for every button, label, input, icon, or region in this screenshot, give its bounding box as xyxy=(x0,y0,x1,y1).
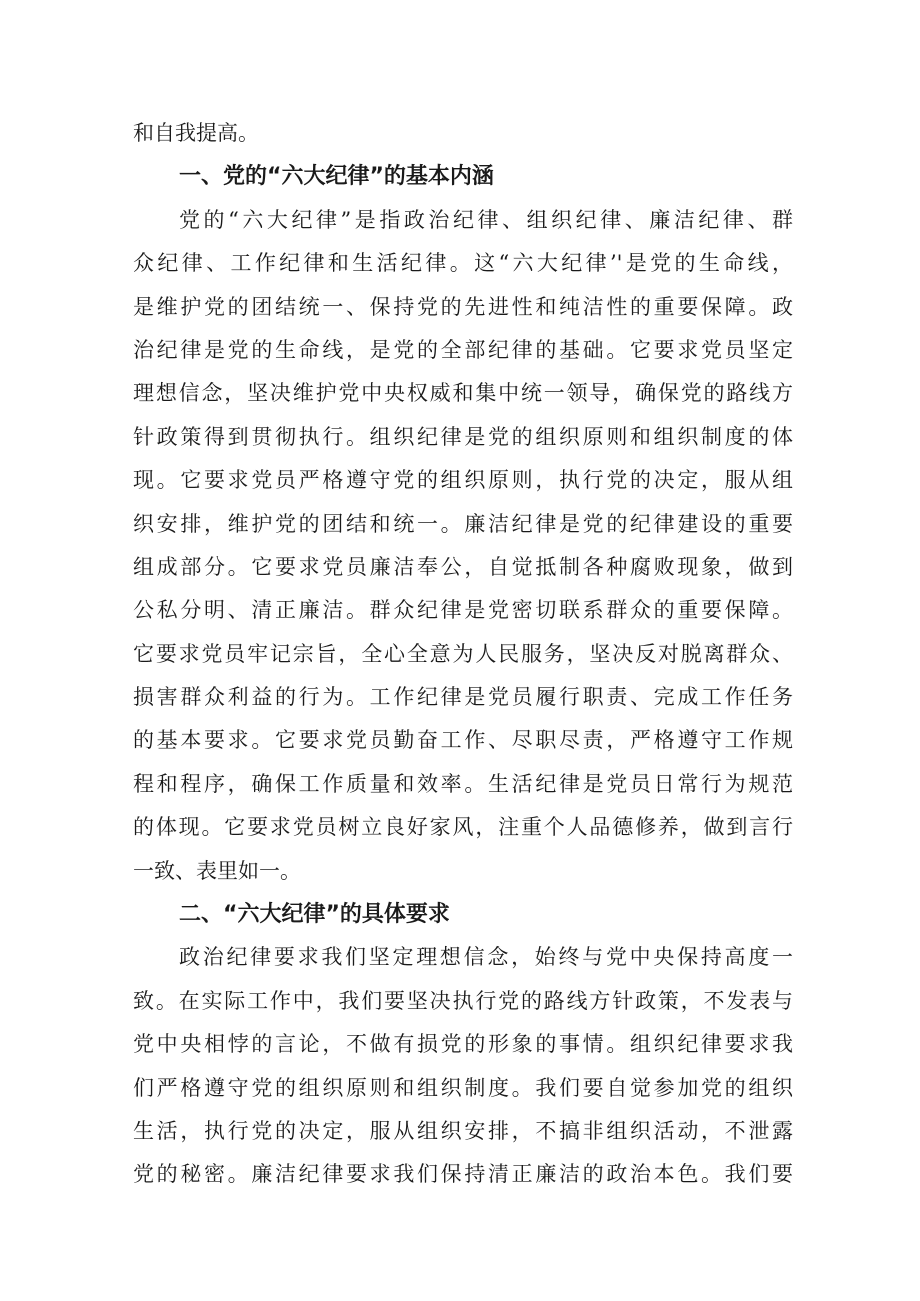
paragraph-line: 治纪律是党的生命线，是党的全部纪律的基础。它要求党员坚定 xyxy=(133,337,793,362)
section-heading-2: 二、“六大纪律”的具体要求 xyxy=(179,902,450,928)
paragraph-line: 损害群众利益的行为。工作纪律是党员履行职责、完成工作任务 xyxy=(133,685,793,710)
paragraph-line: 党中央相悖的言论，不做有损党的形象的事情。组织纪律要求我 xyxy=(133,1032,793,1057)
paragraph-line: 现。它要求党员严格遵守党的组织原则，执行党的决定，服从组 xyxy=(133,468,793,493)
paragraph-line: 理想信念，坚决维护党中央权威和集中统一领导，确保党的路线方 xyxy=(133,381,793,406)
document-page xyxy=(133,112,793,1197)
paragraph-line: 织安排，维护党的团结和统一。廉洁纪律是党的纪律建设的重要 xyxy=(133,511,793,536)
paragraph-line: 党的秘密。廉洁纪律要求我们保持清正廉洁的政治本色。我们要 xyxy=(133,1162,793,1187)
paragraph-line: 是维护党的团结统一、保持党的先进性和纯洁性的重要保障。政 xyxy=(133,294,793,319)
paragraph-line: 和自我提高。 xyxy=(133,121,259,145)
paragraph-line: 的体现。它要求党员树立良好家风，注重个人品德修养，做到言行 xyxy=(133,815,793,840)
section-2-body xyxy=(133,936,793,1196)
paragraph-line: 的基本要求。它要求党员勤奋工作、尽职尽责，严格遵守工作规 xyxy=(133,728,793,753)
paragraph-line: 公私分明、清正廉洁。群众纪律是党密切联系群众的重要保障。 xyxy=(133,598,793,623)
paragraph-line: 组成部分。它要求党员廉洁奉公，自觉抵制各种腐败现象，做到 xyxy=(133,554,793,579)
paragraph-line: 政治纪律要求我们坚定理想信念，始终与党中央保持高度一 xyxy=(179,945,793,970)
section-1-body xyxy=(133,199,793,893)
paragraph-line: 它要求党员牢记宗旨，全心全意为人民服务，坚决反对脱离群众、 xyxy=(133,641,793,666)
paragraph-line: 针政策得到贯彻执行。组织纪律是党的组织原则和组织制度的体 xyxy=(133,424,793,449)
paragraph-line: 们严格遵守党的组织原则和组织制度。我们要自觉参加党的组织 xyxy=(133,1075,793,1100)
paragraph-line: 党的“六大纪律”是指政治纪律、组织纪律、廉洁纪律、群 xyxy=(179,207,793,232)
paragraph-line: 一致、表里如一。 xyxy=(133,858,301,883)
paragraph-line: 致。在实际工作中，我们要坚决执行党的路线方针政策，不发表与 xyxy=(133,988,793,1013)
paragraph-line: 程和程序，确保工作质量和效率。生活纪律是党员日常行为规范 xyxy=(133,771,793,796)
paragraph-line: 众纪律、工作纪律和生活纪律。这“六大纪律’'是党的生命线， xyxy=(133,251,793,276)
paragraph-line: 生活，执行党的决定，服从组织安排，不搞非组织活动，不泄露 xyxy=(133,1118,793,1143)
section-heading-1: 一、党的“六大纪律”的基本内涵 xyxy=(179,164,494,190)
